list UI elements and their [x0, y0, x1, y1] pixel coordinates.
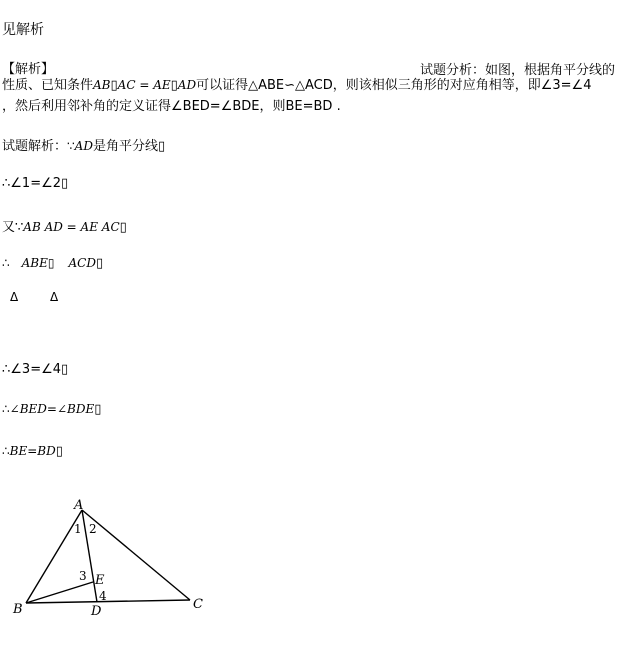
- missing-glyph: ▯: [94, 402, 102, 417]
- missing-glyph: ▯: [119, 220, 127, 235]
- step-angle1-equals-angle2: ∴∠1=∠2▯: [2, 176, 69, 191]
- label-c: C: [193, 597, 203, 612]
- missing-glyph: ▯: [47, 256, 55, 270]
- angle-label-3: 3: [79, 569, 87, 583]
- label-e: E: [95, 573, 105, 588]
- triangle-symbol: Δ: [10, 290, 19, 304]
- angle-label-1: 1: [74, 522, 82, 536]
- segment-bc: [26, 600, 190, 603]
- therefore-symbol: ∴: [2, 444, 10, 458]
- angle-label-2: 2: [89, 522, 97, 536]
- analysis-intro: 试题分析：如图，根据角平分线的: [420, 63, 616, 78]
- math-ad: AD: [177, 78, 197, 92]
- therefore-symbol: ∴: [2, 402, 10, 416]
- label-a: A: [74, 498, 84, 513]
- solution-title: 试题解析：: [2, 139, 68, 154]
- missing-glyph: ▯: [110, 78, 118, 93]
- step-angle3-equals-angle4: ∴∠3=∠4▯: [2, 362, 69, 377]
- analysis-line-3: ，然后利用邻补角的定义证得∠BED=∠BDE，则BE=BD .: [2, 99, 341, 114]
- step-prefix: 又∵: [2, 220, 24, 235]
- math-ab: AB: [93, 78, 111, 92]
- analysis-text-part: 性质、已知条件: [2, 78, 94, 93]
- analysis-text-part: 可以证得△ABE∽△ACD，则该相似三角形的对应角相等，即∠3=∠4: [196, 78, 592, 93]
- angle-label-4: 4: [99, 589, 107, 603]
- math-ratio: AB AD = AE AC: [23, 220, 120, 234]
- math-acd: ACD: [68, 256, 96, 270]
- math-angles: ∠BED=∠BDE: [9, 402, 95, 416]
- math-abe: ABE: [21, 256, 48, 270]
- math-ad: AD: [74, 139, 93, 153]
- missing-glyph: ▯: [170, 78, 178, 93]
- because-symbol: ∵: [67, 139, 75, 153]
- missing-glyph: ▯: [55, 444, 63, 459]
- label-b: B: [13, 602, 23, 617]
- missing-glyph: ▯: [95, 256, 104, 271]
- math-ac-ae: AC = AE: [117, 78, 171, 92]
- therefore-symbol: ∴: [2, 256, 10, 270]
- solution-text: 是角平分线▯: [92, 139, 166, 154]
- answer-text: 见解析: [2, 22, 44, 38]
- math-be-bd: BE=BD: [9, 444, 56, 458]
- analysis-label: 【解析】: [2, 62, 55, 77]
- label-d: D: [91, 604, 102, 619]
- triangle-symbol: Δ: [50, 290, 59, 304]
